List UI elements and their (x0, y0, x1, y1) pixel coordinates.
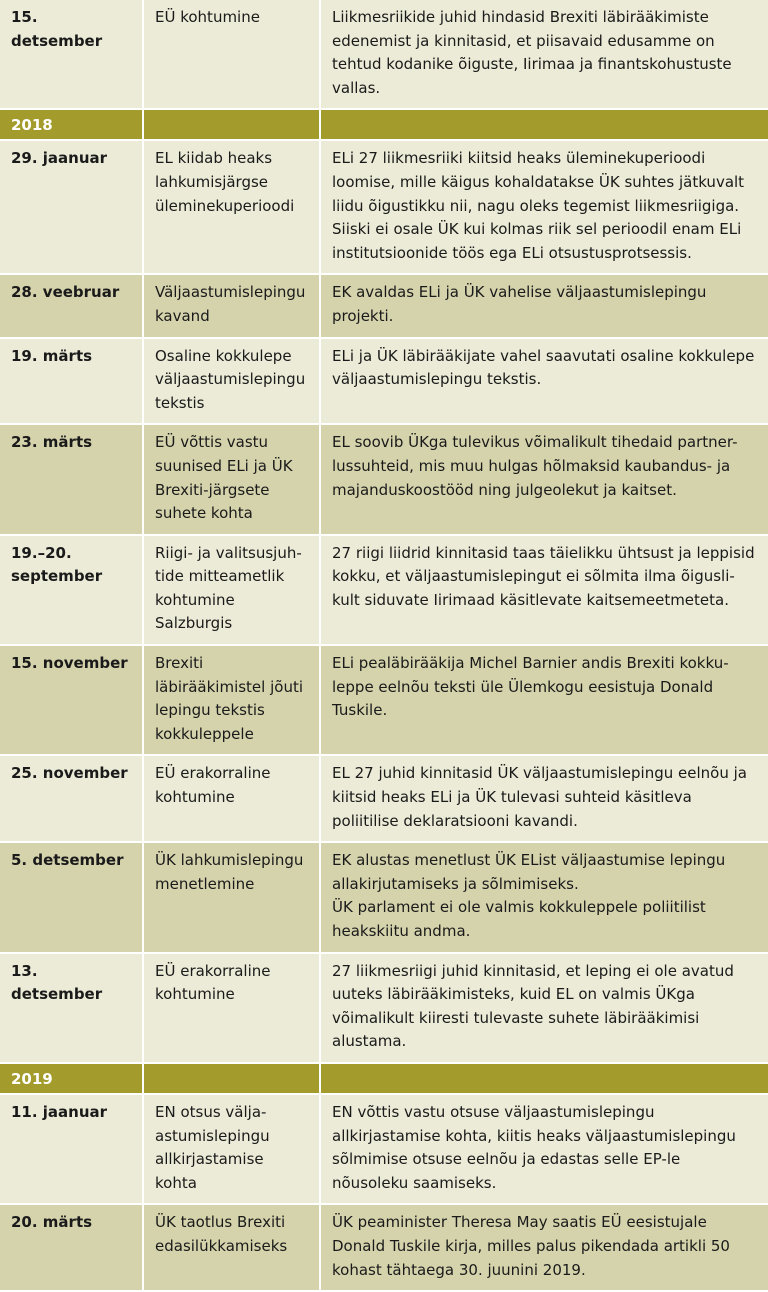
row-date: 23. märts (0, 424, 143, 534)
row-date: 13. detsember (0, 953, 143, 1063)
row-event: Väljaastumislepingu kavand (143, 274, 320, 337)
row-date: 25. november (0, 755, 143, 842)
row-description: EL soovib ÜKga tulevikus võimalikult tihedaid partner-lussuhteid, mis muu hulgas hõlmaksid kaubandus- ja majanduskoostööd ning julgeolekut ja kaitset. (320, 424, 768, 534)
row-event: EÜ erakorraline kohtumine (143, 755, 320, 842)
row-event: EN otsus välja-astumislepingu allkirjastamise kohta (143, 1094, 320, 1204)
table-row (0, 140, 768, 274)
row-date: 15. november (0, 645, 143, 755)
row-event: EÜ võttis vastu suunised ELi ja ÜK Brexiti-järgsete suhete kohta (143, 424, 320, 534)
row-date: 19. märts (0, 338, 143, 425)
row-description: EL 27 juhid kinnitasid ÜK väljaastumislepingu eelnõu ja kiitsid heaks ELi ja ÜK tulevasi suhteid käsitleva poliitilise deklaratsiooni kavandi. (320, 755, 768, 842)
row-date: 15. detsember (0, 0, 143, 109)
year-row (0, 109, 768, 140)
table-row (0, 645, 768, 755)
row-date: 28. veebruar (0, 274, 143, 337)
row-date: 29. jaanuar (0, 140, 143, 274)
table-row (0, 1204, 768, 1291)
row-event: EÜ kohtumine (143, 0, 320, 109)
row-description: EK avaldas ELi ja ÜK vahelise väljaastumislepingu projekti. (320, 274, 768, 337)
table-row (0, 953, 768, 1063)
row-description: ELi ja ÜK läbirääkijate vahel saavutati osaline kokkulepe väljaastumislepingu tekstis. (320, 338, 768, 425)
year-label: 2018 (0, 109, 143, 140)
table-row (0, 755, 768, 842)
year-label: 2019 (0, 1063, 143, 1094)
table-row (0, 535, 768, 645)
table-row (0, 424, 768, 534)
row-description (320, 842, 768, 952)
row-description: EN võttis vastu otsuse väljaastumislepingu allkirjastamise kohta, kiitis heaks väljaastumislepingu sõlmimise otsuse eelnõu ja edastas selle EP-le nõusoleku saamiseks. (320, 1094, 768, 1204)
row-date: 19.–20. september (0, 535, 143, 645)
row-description: ELi 27 liikmesriiki kiitsid heaks üleminekuperioodi loomise, mille käigus kohaldatakse ÜK suhtes jätkuvalt liidu õigustikku nii, nagu oleks tegemist liikmesriigiga. Siiski ei osale ÜK kui kolmas riik sel perioodil enam ELi institutsioonide töös ega ELi otsustusprotsessis. (320, 140, 768, 274)
row-event: Riigi- ja valitsusjuh-tide mitteametlik kohtumine Salzburgis (143, 535, 320, 645)
row-description: Liikmesriikide juhid hindasid Brexiti läbirääkimiste edenemist ja kinnitasid, et piisavaid edusamme on tehtud kodanike õiguste, Iirimaa ja finantskohustuste vallas. (320, 0, 768, 109)
table-row (0, 842, 768, 952)
row-date: 20. märts (0, 1204, 143, 1291)
row-event: Brexiti läbirääkimistel jõuti lepingu tekstis kokkuleppele (143, 645, 320, 755)
row-description: ÜK peaminister Theresa May saatis EÜ eesistujale Donald Tuskile kirja, milles palus pikendada artikli 50 kohast tähtaega 30. juunini 2019. (320, 1204, 768, 1291)
year-row (0, 1063, 768, 1094)
table-row (0, 1094, 768, 1204)
table-row (0, 338, 768, 425)
table-row (0, 0, 768, 109)
row-description-part: EK alustas menetlust ÜK EList väljaastumise lepingu allakirjutamiseks ja sõlmimiseks. (332, 851, 726, 893)
row-description: 27 riigi liidrid kinnitasid taas täielikku ühtsust ja leppisid kokku, et väljaastumislepingut ei sõlmita ilma õigusli-kult siduvate Iirimaad käsitlevate kaitsemeetmeteta. (320, 535, 768, 645)
row-date: 5. detsember (0, 842, 143, 952)
row-description: 27 liikmesriigi juhid kinnitasid, et leping ei ole avatud uuteks läbirääkimisteks, kuid EL on valmis ÜKga võimalikult kiiresti tulevaste suhete läbirääkimisi alustama. (320, 953, 768, 1063)
row-event: ÜK taotlus Brexiti edasilükkamiseks (143, 1204, 320, 1291)
row-event: EL kiidab heaks lahkumisjärgse üleminekuperioodi (143, 140, 320, 274)
table-row (0, 274, 768, 337)
row-event: Osaline kokkulepe väljaastumislepingu tekstis (143, 338, 320, 425)
row-description-part: ÜK parlament ei ole valmis kokkuleppele poliitilist heakskiitu andma. (332, 898, 706, 940)
row-event: EÜ erakorraline kohtumine (143, 953, 320, 1063)
row-description: ELi pealäbirääkija Michel Barnier andis Brexiti kokku-leppe eelnõu teksti üle Ülemkogu eesistuja Donald Tuskile. (320, 645, 768, 755)
row-event: ÜK lahkumislepingu menetlemine (143, 842, 320, 952)
row-date: 11. jaanuar (0, 1094, 143, 1204)
